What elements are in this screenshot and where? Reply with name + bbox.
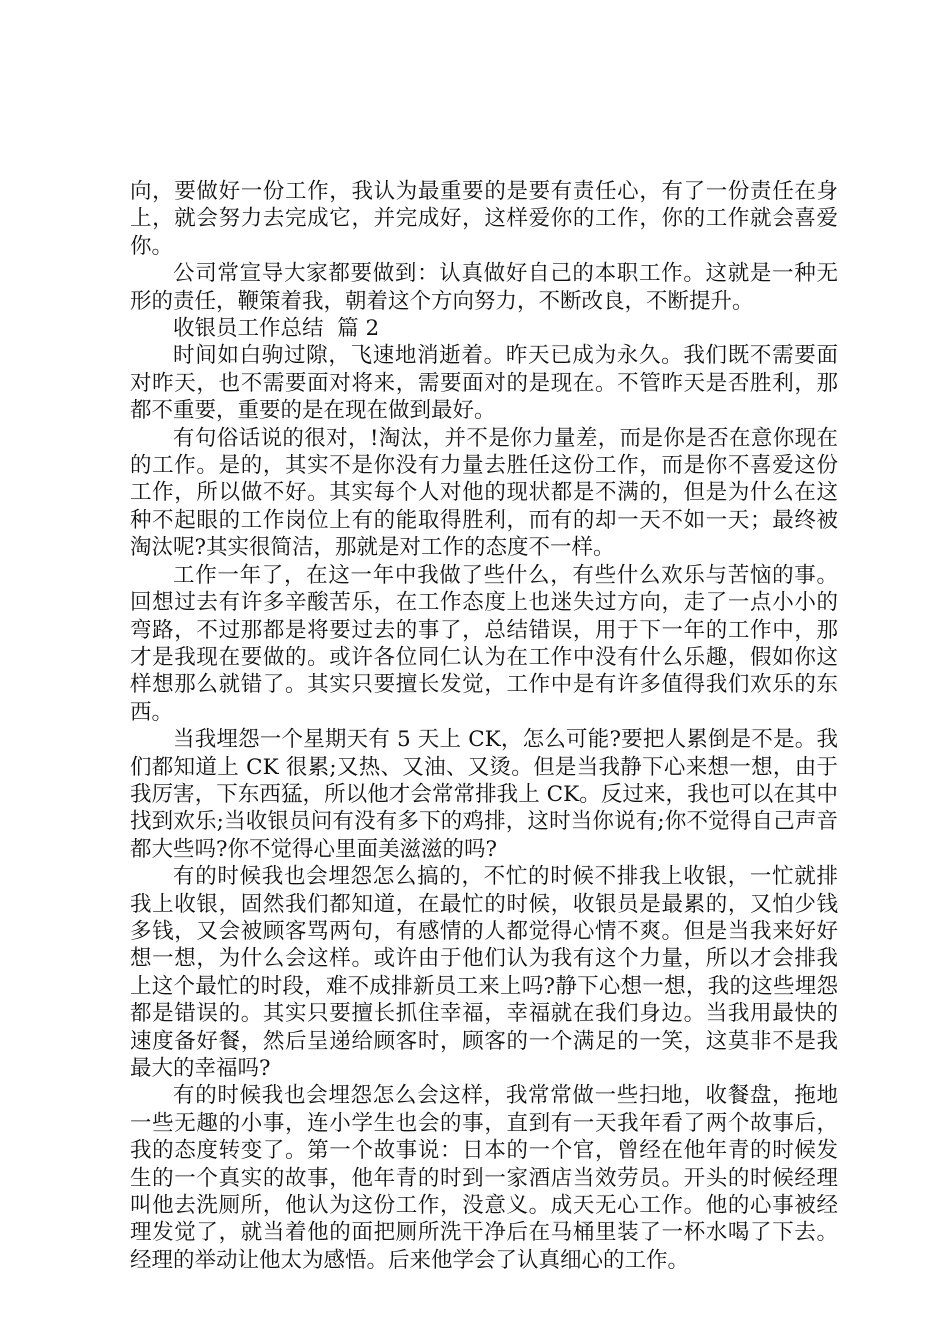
paragraph: 向，要做好一份工作，我认为最重要的是要有责任心，有了一份责任在身上，就会努力去完成它，并完成好，这样爱你的工作，你的工作就会喜爱你。 [130,179,838,259]
paragraph: 工作一年了，在这一年中我做了些什么，有些什么欢乐与苦恼的事。回想过去有许多辛酸苦乐，在工作态度上也迷失过方向，走了一点小小的弯路，不过那都是将要过去的事了，总结错误，用于下一年的工作中，那才是我现在要做的。或许各位同仁认为在工作中没有什么乐趣，假如你这样想那么就错了。其实只要擅长发觉，工作中是有许多值得我们欢乐的东西。 [130,562,838,725]
paragraph: 公司常宣导大家都要做到：认真做好自己的本职工作。这就是一种无形的责任，鞭策着我，朝着这个方向努力，不断改良，不断提升。 [130,261,838,314]
paragraph: 有的时候我也会埋怨怎么会这样，我常常做一些扫地，收餐盘，拖地一些无趣的小事，连小学生也会的事，直到有一天我年看了两个故事后，我的态度转变了。第一个故事说：日本的一个官，曾经在他年青的时候发生的一个真实的故事，他年青的时到一家酒店当效劳员。开头的时候经理叫他去洗厕所，他认为这份工作，没意义。成天无心工作。他的心事被经理发觉了，就当着他的面把厕所洗干净后在马桶里装了一杯水喝了下去。经理的举动让他太为感悟。后来他学会了认真细心的工作。 [130,1083,838,1273]
paragraph: 时间如白驹过隙，飞速地消逝着。昨天已成为永久。我们既不需要面对昨天，也不需要面对将来，需要面对的是现在。不管昨天是否胜利，那都不重要，重要的是在现在做到最好。 [130,343,838,424]
section-heading: 收银员工作总结 篇 2 [173,316,380,342]
document-body [130,178,838,1274]
paragraph: 有句俗话说的很对，!淘汰，并不是你力量差，而是你是否在意你现在的工作。是的，其实不是你没有力量去胜任这份工作，而是你不喜爱这份工作，所以做不好。其实每个人对他的现状都是不满的，但是为什么在这种不起眼的工作岗位上有的能取得胜利，而有的却一天不如一天；最终被淘汰呢?其实很简洁，那就是对工作的态度不一样。 [130,425,838,561]
paragraph: 当我埋怨一个星期天有 5 天上 CK，怎么可能?要把人累倒是不是。我们都知道上 CK 很累;又热、又油、又烫。但是当我静下心来想一想，由于我厉害，下东西猛，所以他才会常常排我上 CK。反过来，我也可以在其中找到欢乐;当收银员问有没有多下的鸡排，这时当你说有;你不觉得自己声音都大些吗?你不觉得心里面美滋滋的吗? [130,727,838,862]
paragraph: 有的时候我也会埋怨怎么搞的，不忙的时候不排我上收银，一忙就排我上收银，固然我们都知道，在最忙的时候，收银员是最累的，又怕少钱多钱，又会被顾客骂两句，有感情的人都觉得心情不爽。但是当我来好好想一想，为什么会这样。或许由于他们认为我有这个力量，所以才会排我上这个最忙的时段，难不成排新员工来上吗?静下心想一想，我的这些埋怨都是错误的。其实只要擅长抓住幸福，幸福就在我们身边。当我用最快的速度备好餐，然后呈递给顾客时，顾客的一个满足的一笑，这莫非不是我最大的幸福吗? [130,864,838,1081]
